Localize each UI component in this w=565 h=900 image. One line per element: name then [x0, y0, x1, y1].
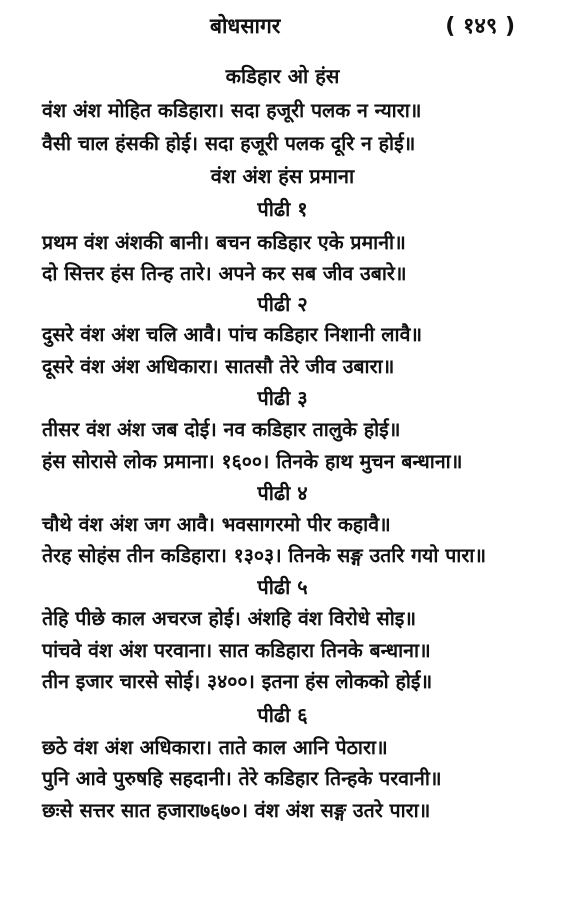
generation-heading: पीढी ३	[257, 386, 308, 410]
verse-line: दुसरे वंश अंश चलि आवै। पांच कडिहार निशानी लावै॥	[42, 323, 423, 346]
verse-line: दूसरे वंश अंश अधिकारा। सातसौ तेरे जीव उबारा॥	[42, 355, 395, 378]
generation-heading: पीढी ४	[257, 481, 308, 505]
verse-line: वैसी चाल हंसकी होई। सदा हजूरी पलक दूरि न होई॥	[42, 132, 416, 155]
generation-heading: पीढी १	[257, 197, 308, 221]
verse-line: तेरह सोहंस तीन कडिहारा। १३०३। तिनके सङ्ग उतरि गयो पारा॥	[42, 544, 487, 567]
verse-line: दो सित्तर हंस तिन्ह तारे। अपने कर सब जीव उबारे॥	[42, 262, 407, 285]
generation-heading: पीढी २	[257, 292, 308, 316]
verse-line: पुनि आवे पुरुषहि सहदानी। तेरे कडिहार तिन्हके परवानी॥	[42, 767, 442, 790]
verse-line: चौथे वंश अंश जग आवै। भवसागरमो पीर कहावै॥	[42, 513, 391, 536]
generation-heading: पीढी ६	[257, 703, 308, 727]
page-header	[0, 8, 565, 44]
verse-line: तीन इजार चारसे सोई। ३४००। इतना हंस लोकको होई॥	[42, 670, 433, 693]
section-heading: कडिहार ओ हंस	[225, 64, 340, 88]
verse-line: प्रथम वंश अंशकी बानी। बचन कडिहार एके प्रमानी॥	[42, 231, 406, 254]
verse-line: पांचवे वंश अंश परवाना। सात कडिहारा तिनके बन्धाना॥	[42, 639, 431, 662]
verse-line: तेहि पीछे काल अचरज होई। अंशहि वंश विरोधे सोइ॥	[42, 607, 417, 630]
generation-heading: पीढी ५	[257, 575, 308, 599]
book-title: बोधसागर	[210, 14, 281, 38]
verse-line: तीसर वंश अंश जब दोई। नव कडिहार तालुके होई॥	[42, 418, 401, 441]
verse-line: वंश अंश मोहित कडिहारा। सदा हजूरी पलक न न्यारा॥	[42, 99, 422, 122]
verse-line: छःसे सत्तर सात हजारा७६७०। वंश अंश सङ्ग उतरे पारा॥	[42, 799, 431, 822]
verse-line: छठे वंश अंश अधिकारा। ताते काल आनि पेठारा॥	[42, 736, 388, 759]
verse-line: हंस सोरासे लोक प्रमाना। १६००। तिनके हाथ मुचन बन्धाना॥	[42, 450, 463, 473]
page-number: ( १४९ )	[445, 14, 515, 39]
section-heading: वंश अंश हंस प्रमाना	[210, 164, 355, 188]
